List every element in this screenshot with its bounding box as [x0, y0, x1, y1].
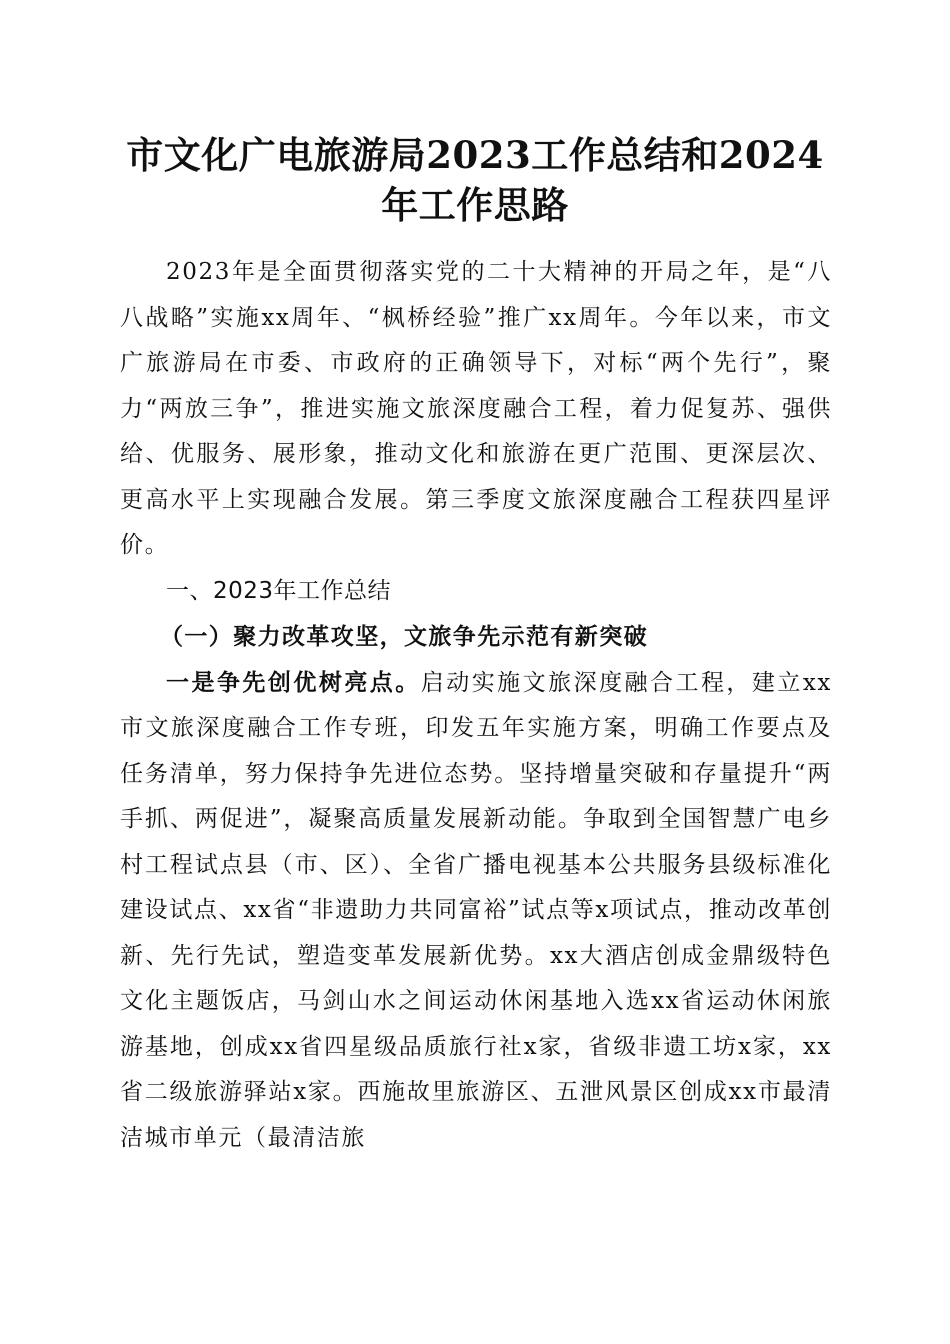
paragraph-lead: 一是争先创优树亮点。 [166, 668, 421, 696]
body-paragraph [120, 660, 832, 1162]
document-body [120, 250, 832, 1161]
paragraph-text: 启动实施文旅深度融合工程，建立xx市文旅深度融合工作专班，印发五年实施方案，明确工作要点及任务清单，努力保持争先进位态势。坚持增量突破和存量提升“两手抓、两促进”，凝聚高质量发展新动能。争取到全国智慧广电乡村工程试点县（市、区）、全省广播电视基本公共服务县级标准化建设试点、xx省“非遗助力共同富裕”试点等x项试点，推动改革创新、先行先试，塑造变革发展新优势。xx大酒店创成金鼎级特色文化主题饭店，马剑山水之间运动休闲基地入选xx省运动休闲旅游基地，创成xx省四星级品质旅行社x家，省级非遗工坊x家，xx省二级旅游驿站x家。西施故里旅游区、五泄风景区创成xx市最清洁城市单元（最清洁旅 [120, 669, 832, 1151]
document-title: 市文化广电旅游局2023工作总结和2024年工作思路 [126, 133, 824, 227]
subsection-heading: （一）聚力改革攻坚，文旅争先示范有新突破 [160, 623, 648, 650]
intro-paragraph: 2023年是全面贯彻落实党的二十大精神的开局之年，是“八八战略”实施xx周年、“枫桥经验”推广xx周年。今年以来，市文广旅游局在市委、市政府的正确领导下，对标“两个先行”，聚力“两放三争”，推进实施文旅深度融合工程，着力促复苏、强供给、优服务、展形象，推动文化和旅游在更广范围、更深层次、更高水平上实现融合发展。第三季度文旅深度融合工程获四星评价。 [120, 259, 832, 558]
section-heading: 一、2023年工作总结 [166, 577, 392, 604]
